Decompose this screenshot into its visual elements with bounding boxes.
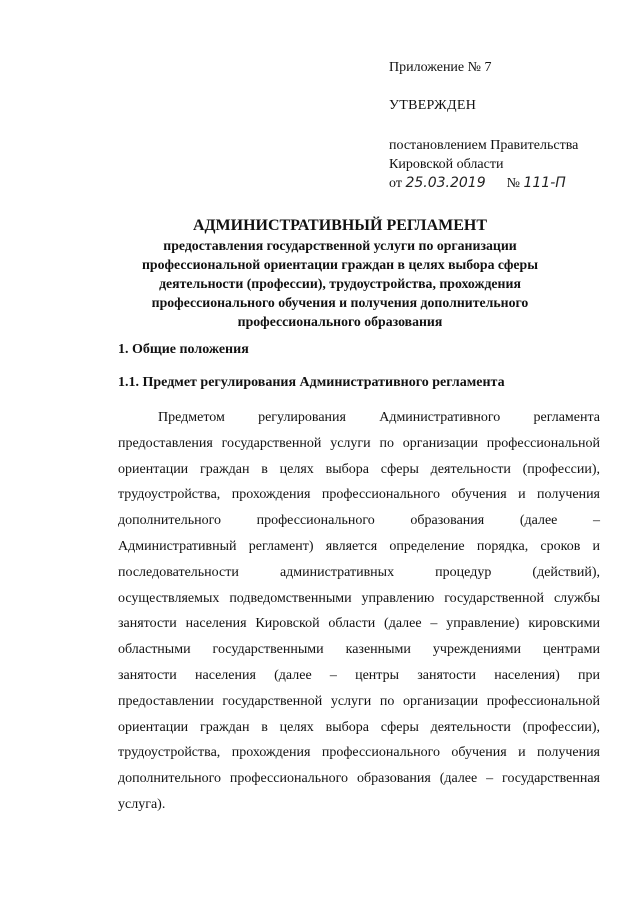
- paragraph-line: дополнительного профессионального образования (далее –: [118, 513, 600, 529]
- body-paragraph: [118, 405, 600, 818]
- document-title: [80, 216, 600, 331]
- number-prefix: №: [506, 176, 520, 191]
- title-line: профессиональной ориентации граждан в целях выбора сферы: [141, 257, 538, 272]
- paragraph-line: Предметом регулирования Административного регламента: [158, 410, 600, 425]
- paragraph-line: услуга).: [118, 796, 166, 812]
- paragraph-line: осуществляемых подведомственными управлению государственной службы: [118, 590, 600, 606]
- paragraph-line: ориентации граждан в целях выбора сферы деятельности (профессии),: [118, 719, 600, 735]
- approved-label: УТВЕРЖДЕН: [389, 98, 477, 113]
- paragraph-line: предоставлении государственной услуги по организации профессиональной: [118, 693, 600, 709]
- title-line: профессионального образования: [237, 314, 443, 329]
- handwritten-date: 25.03.2019: [405, 175, 486, 191]
- paragraph-line: дополнительного профессионального образования (далее – государственная: [118, 771, 600, 787]
- paragraph-line: областными государственными казенными учреждениями центрами: [118, 642, 600, 658]
- title-line: деятельности (профессии), трудоустройства, прохождения: [159, 276, 521, 291]
- date-prefix: от: [389, 176, 402, 191]
- appendix-label: Приложение № 7: [389, 60, 492, 75]
- title-line: профессионального обучения и получения дополнительного: [151, 295, 529, 310]
- paragraph-line: трудоустройства, прохождения профессионального обучения и получения: [118, 487, 600, 503]
- date-number-line: [389, 174, 619, 193]
- paragraph-line: занятости населения (далее – центры занятости населения) при: [118, 667, 600, 683]
- section-heading-1: 1. Общие положения: [118, 342, 249, 357]
- section-heading-1-1: 1.1. Предмет регулирования Административного регламента: [118, 375, 505, 390]
- paragraph-line: Административный регламент) является определение порядка, сроков и: [118, 538, 600, 554]
- title-line: предоставления государственной услуги по организации: [163, 238, 517, 253]
- title-main: АДМИНИСТРАТИВНЫЙ РЕГЛАМЕНТ: [192, 217, 488, 234]
- paragraph-line: занятости населения Кировской области (далее – управление) кировскими: [118, 616, 600, 632]
- approved-by-line1: постановлением Правительства: [389, 138, 579, 153]
- approved-by-line2: Кировской области: [389, 157, 504, 172]
- paragraph-line: предоставления государственной услуги по организации профессиональной: [118, 435, 600, 451]
- paragraph-line: последовательности административных процедур (действий),: [118, 564, 600, 580]
- handwritten-number: 111-П: [523, 175, 566, 191]
- paragraph-line: трудоустройства, прохождения профессионального обучения и получения: [118, 745, 600, 761]
- paragraph-line: ориентации граждан в целях выбора сферы деятельности (профессии),: [118, 461, 600, 477]
- approval-block: [389, 58, 619, 193]
